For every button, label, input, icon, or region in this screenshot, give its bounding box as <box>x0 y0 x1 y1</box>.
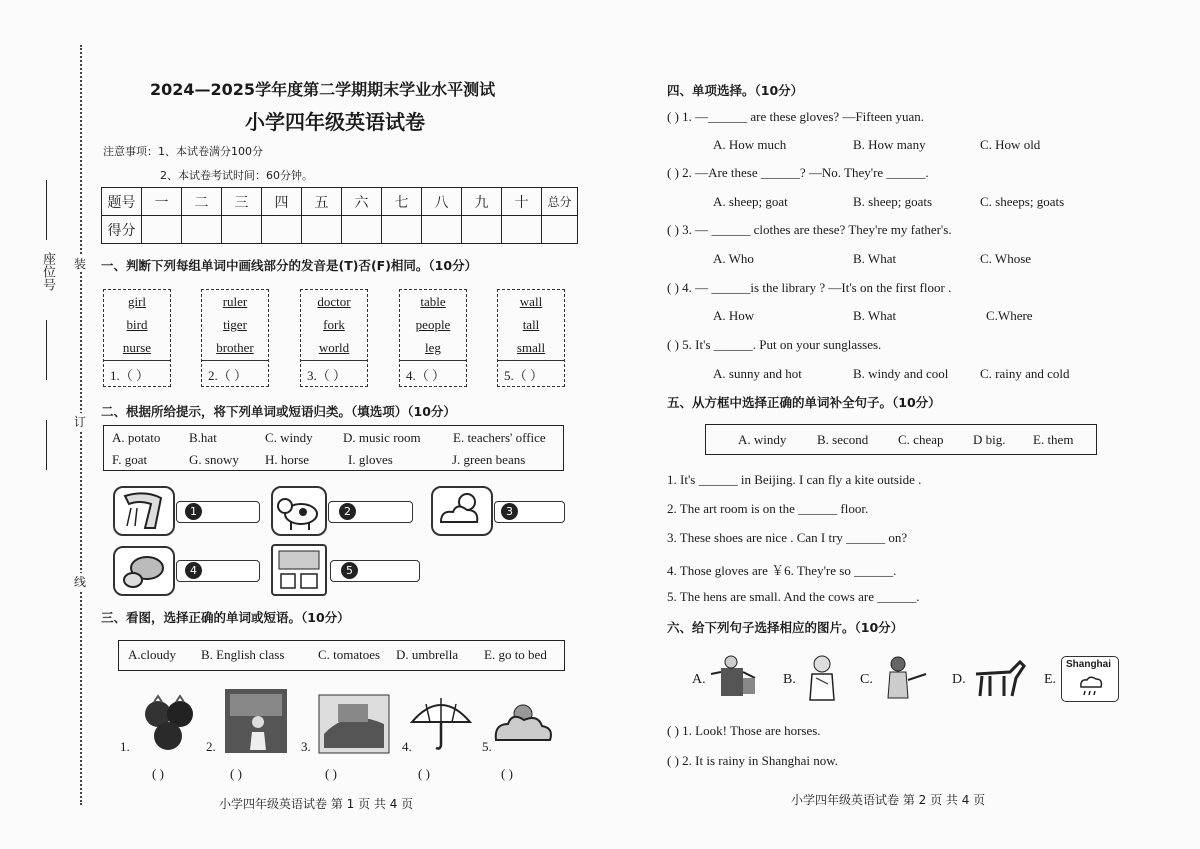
word: nurse <box>122 340 152 355</box>
score-cell: 得分 <box>102 216 142 244</box>
option: E. teachers' office <box>453 430 546 445</box>
option: C. tomatoes <box>318 647 381 662</box>
option: I. gloves <box>348 452 393 467</box>
notes-line-2: 2、本试卷考试时间：60分钟。 <box>160 169 313 182</box>
picture-label: C. <box>860 672 873 687</box>
score-cell: 四 <box>262 188 302 216</box>
option: F. goat <box>112 452 148 467</box>
answer-blank[interactable]: 3.（ ） <box>301 360 367 384</box>
score-cell: 一 <box>142 188 182 216</box>
score-cell: 三 <box>222 188 262 216</box>
score-input-cell[interactable] <box>182 216 222 244</box>
choice[interactable]: B. sheep; goats <box>853 194 933 209</box>
number-badge: 4 <box>185 562 202 579</box>
option: B.hat <box>189 430 217 445</box>
option: D big. <box>973 432 1006 447</box>
word: world <box>318 340 350 355</box>
score-input-cell[interactable] <box>142 216 182 244</box>
option: D. umbrella <box>396 647 459 662</box>
section1-title: 一、判断下列每组单词中画线部分的发音是(T)否(F)相同。（10分） <box>101 258 478 273</box>
answer-blank[interactable]: ( ) <box>325 766 337 781</box>
score-table-header-row <box>102 188 578 216</box>
cow-picture <box>271 486 327 536</box>
picture-label: 2. <box>206 739 216 754</box>
cloudy-picture <box>490 694 556 750</box>
question: 4. Those gloves are ￥6. They're so ______. <box>667 563 897 578</box>
score-cell: 六 <box>342 188 382 216</box>
section2-title: 二、根据所给提示，将下列单词或短语归类。（填选项）（10分） <box>101 404 456 419</box>
seat-blank-line <box>46 180 47 240</box>
score-cell: 七 <box>382 188 422 216</box>
choice[interactable]: C. Whose <box>980 251 1032 266</box>
option: D. music room <box>343 430 421 445</box>
binding-zhuang: 装 <box>74 257 87 271</box>
answer-blank[interactable]: 1.（ ） <box>104 360 170 384</box>
rain-cloud-icon <box>1078 675 1104 699</box>
answer-blank[interactable]: ( ) <box>418 766 430 781</box>
choice[interactable]: A. sheep; goat <box>713 194 788 209</box>
option: E. go to bed <box>484 647 547 662</box>
choice[interactable]: A. Who <box>713 251 754 266</box>
answer-blank[interactable]: 4.（ ） <box>400 360 466 384</box>
binding-xian: 线 <box>74 575 87 589</box>
choice[interactable]: A. How <box>713 308 755 323</box>
answer-blank[interactable]: ( ) <box>230 766 242 781</box>
word: bird <box>126 317 148 332</box>
score-table <box>101 187 578 244</box>
scarf-picture <box>113 486 175 536</box>
city-label: Shanghai <box>1066 659 1112 670</box>
score-cell: 九 <box>462 188 502 216</box>
choice[interactable]: C. rainy and cold <box>980 366 1070 381</box>
word: small <box>516 340 546 355</box>
score-input-cell[interactable] <box>382 216 422 244</box>
answer-tag-4[interactable] <box>176 560 260 582</box>
choice[interactable]: A. How much <box>713 137 787 152</box>
answer-blank[interactable]: 5.（ ） <box>498 360 564 384</box>
go-to-bed-picture <box>318 694 390 754</box>
number-badge: 1 <box>185 503 202 520</box>
number-badge: 2 <box>339 503 356 520</box>
question: ( ) 1. —______ are these gloves? —Fifteen yuan. <box>667 109 925 124</box>
score-input-cell[interactable] <box>542 216 578 244</box>
number-badge: 5 <box>341 562 358 579</box>
answer-tag-3[interactable] <box>494 501 565 523</box>
question: 5. The hens are small. And the cows are ______. <box>667 589 920 604</box>
option: A. windy <box>738 432 787 447</box>
picture-label: B. <box>783 672 796 687</box>
question: ( ) 2. —Are these ______? —No. They're ______. <box>667 165 929 180</box>
question: ( ) 5. It's ______. Put on your sunglasses. <box>667 337 882 352</box>
choice[interactable]: B. What <box>853 308 897 323</box>
choice[interactable]: C. How old <box>980 137 1041 152</box>
word: ruler <box>222 294 248 309</box>
word: people <box>415 317 451 332</box>
option: E. them <box>1033 432 1074 447</box>
picture-label: 3. <box>301 739 311 754</box>
option: G. snowy <box>189 452 239 467</box>
word: doctor <box>317 294 351 309</box>
word: tiger <box>223 317 247 332</box>
score-cell: 八 <box>422 188 462 216</box>
tomatoes-picture <box>138 692 200 754</box>
score-input-cell[interactable] <box>422 216 462 244</box>
umbrella-picture <box>410 694 472 752</box>
answer-tag-2[interactable] <box>328 501 413 523</box>
question: ( ) 4. — ______is the library ? —It's on the first floor . <box>667 280 952 295</box>
english-class-picture <box>224 688 288 754</box>
word: wall <box>519 294 543 309</box>
answer-tag-5[interactable] <box>330 560 420 582</box>
girl-picture <box>804 654 840 704</box>
word-group-4 <box>399 289 467 387</box>
option: A. potato <box>112 430 161 445</box>
sun-cloud-picture <box>431 486 493 536</box>
question: 3. These shoes are nice . Can I try ______ on? <box>667 530 908 545</box>
word: brother <box>216 340 254 355</box>
picture-label: D. <box>952 672 966 687</box>
classroom-picture <box>271 544 327 596</box>
score-input-cell[interactable] <box>342 216 382 244</box>
option: A.cloudy <box>128 647 177 662</box>
answer-tag-1[interactable] <box>176 501 260 523</box>
answer-blank[interactable]: 2.（ ） <box>202 360 268 384</box>
word: table <box>420 294 446 309</box>
exam-title: 2024—2025学年度第二学期期末学业水平测试 <box>150 80 496 99</box>
word: girl <box>127 294 147 309</box>
question: 2. The art room is on the ______ floor. <box>667 501 869 516</box>
binding-ding: 订 <box>74 415 87 429</box>
option: J. green beans <box>452 452 526 467</box>
score-cell: 五 <box>302 188 342 216</box>
option: B. second <box>817 432 869 447</box>
picture-label: A. <box>692 672 706 687</box>
score-cell: 二 <box>182 188 222 216</box>
shopping-picture <box>707 654 759 702</box>
option: C. windy <box>265 430 313 445</box>
shanghai-weather-card <box>1061 656 1119 702</box>
woman-picture <box>878 654 934 702</box>
choice[interactable]: B. What <box>853 251 897 266</box>
question: ( ) 3. — ______ clothes are these? They're my father's. <box>667 222 952 237</box>
score-input-cell[interactable] <box>462 216 502 244</box>
exam-subtitle: 小学四年级英语试卷 <box>245 110 425 134</box>
option: C. cheap <box>898 432 944 447</box>
section3-title: 三、看图，选择正确的单词或短语。（10分） <box>101 610 350 625</box>
page-footer-1: 小学四年级英语试卷 第 1 页 共 4 页 <box>219 797 414 811</box>
word-group-5 <box>497 289 565 387</box>
question: ( ) 2. It is rainy in Shanghai now. <box>667 753 839 768</box>
choice[interactable]: B. How many <box>853 137 926 152</box>
number-badge: 3 <box>501 503 518 520</box>
word: tall <box>522 317 540 332</box>
choice[interactable]: A. sunny and hot <box>713 366 802 381</box>
answer-blank[interactable]: ( ) <box>152 766 164 781</box>
picture-label: 1. <box>120 739 130 754</box>
choice[interactable]: B. windy and cool <box>853 366 949 381</box>
section5-title: 五、从方框中选择正确的单词补全句子。（10分） <box>667 395 941 410</box>
seat-number-label: 座位号 <box>40 252 55 291</box>
word: fork <box>323 317 345 332</box>
horses-picture <box>968 656 1028 702</box>
score-cell: 十 <box>502 188 542 216</box>
word-group-2 <box>201 289 269 387</box>
choice[interactable]: C. sheeps; goats <box>980 194 1065 209</box>
notes-line-1: 注意事项：1、本试卷满分100分 <box>103 145 263 158</box>
score-cell: 题号 <box>102 188 142 216</box>
name-blank-line <box>46 320 47 380</box>
section6-title: 六、给下列句子选择相应的图片。（10分） <box>667 620 904 635</box>
question: 1. It's ______ in Beijing. I can fly a kite outside . <box>667 472 922 487</box>
word: leg <box>425 340 441 355</box>
page-footer-2: 小学四年级英语试卷 第 2 页 共 4 页 <box>791 793 986 807</box>
picture-label: E. <box>1044 672 1057 687</box>
score-input-cell[interactable] <box>502 216 542 244</box>
choice[interactable]: C.Where <box>986 308 1033 323</box>
picture-label: 5. <box>482 739 492 754</box>
score-input-cell[interactable] <box>222 216 262 244</box>
word-group-1 <box>103 289 171 387</box>
score-cell: 总分 <box>542 188 578 216</box>
score-input-cell[interactable] <box>262 216 302 244</box>
section4-title: 四、单项选择。（10分） <box>667 83 804 98</box>
question: ( ) 1. Look! Those are horses. <box>667 723 821 738</box>
score-table-score-row <box>102 216 578 244</box>
score-input-cell[interactable] <box>302 216 342 244</box>
class-blank-line <box>46 420 47 470</box>
option: H. horse <box>265 452 310 467</box>
word-group-3 <box>300 289 368 387</box>
picture-label: 4. <box>402 739 412 754</box>
answer-blank[interactable]: ( ) <box>501 766 513 781</box>
option: B. English class <box>201 647 285 662</box>
potato-picture <box>113 546 175 596</box>
